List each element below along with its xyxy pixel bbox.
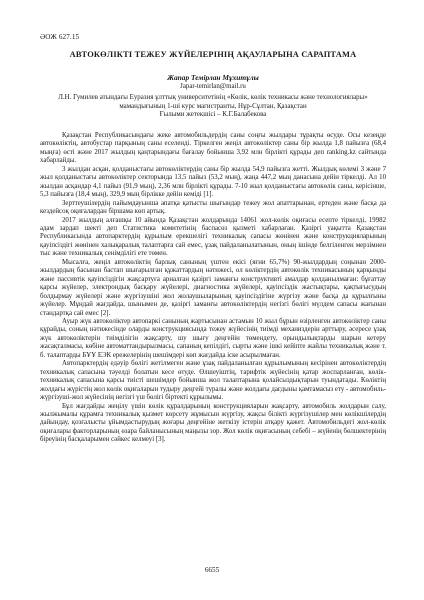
page-number: 6655 [204,566,220,574]
body-paragraph: Бұл жағдайды жеңілу үшін көлік құралдарының конструкцияларын жақсарту, автомобиль жолдарын салу, жылжымалы құрамға техникалық қызмет көрсету жұмысын жүргізу, жақсы білікті жүргізушілер мен көлікшілердің дайындау, қозғалысты ұйымдастырудың жоғары деңгейіне жеткізу істерін атқару қажет. Автомобильдегі жол-көлік оқиғалары факторларының өзара байланысының маңызы зор. Жол көлік оқиғасының себебі – жүйенің бөлшектерінің біреуінің басқаларымен сәйкес келмеуі [3]. [40,402,386,444]
author-email: Japar-temirlan@mail.ru [180,83,246,90]
body-paragraph: Автопарктердің едәуір бөлігі жетілмеген және ұзақ пайдаланылған құрылымының кесірінен автокөліктердің техникалық сапасына тәуелді болатын кесе өтуде. Өлшеуіштің, тарифтік жүйесінің қатар жоспарланған, көлік-техникалық сапасына қарсы тиісті шешімдер бойынша жол талаптарына қолайсыздықтарын туындатады. Көліктің жолдағы жүрістің жол көлік оқиғаларын тудыру деңгейі туралы және жолдағы дағдыны қамтамасыз ету - автомобиль-жүргізуші-жол жүйесінің негізгі үш бөлігі біртекті құрылымы. [40,360,386,402]
body-paragraph: Ауыр жүк автокөліктер автопаркі санының жартысынан астамын 10 жыл бұрын өзірленген автокөліктер саны құрайды, соның нәтижесінде оларды конструкциясында тежеу жүйесінің тиімді механиздерін арттыру, әсересе ұзақ жүк автокөліктерін тиімділігін жақсарту, шу шығу деңгейін төмендету, орындылықтарды шарын кетеру жасақталмасы, көбіне автоматтандырылмасы, сапаның кепілдігі, сырты және ішкі кейіпте жайлы техникалық және т. б. талаптарды БҰҰ ЕЭК ережелерінің шешімдері көп жағдайда іске асырылмаған. [40,317,386,359]
affiliation-text: Л.Н. Гумилев атындағы Еуразия ұлттық университетінің «Көлік, көлік техникасы және технологиялары» мамандығының 1-ші курс магистранты, Нұр-Сұлтан, Қазақстан [58,94,368,110]
article-body [40,132,386,445]
supervisor-text: Ғылыми жетекшісі – К.Г.Балабекова [159,111,267,119]
paper-title: АВТОКӨЛІКТІ ТЕЖЕУ ЖҮЙЕЛЕРІНІҢ АҚАУЛАРЫНА САРАПТАМА [69,50,357,59]
body-paragraph: 3 жылдан асқан, қолданыстағы автокөліктердің саны бір жылда 54,9 пайызға жетті. Жылдық көлемі 3 және 7 жыл қолданыстағы автокөліктер секторында 13,5 пайыз (53,2 мың), жаңа 447,2 мың данасына дейін тіркелді. Ал 10 жылдан асқандар 4,1 пайыз (91,9 мың), 2,36 млн бірлікті құрады. 7-10 жыл қолданыстағы автокөлік саны, керісінше, 5,3 пайызға (18,4 мың), 329,9 мың бірлікке дейін кеміді [1]. [40,165,386,199]
body-paragraph: Мысалға, жеңіл автокөліктің барлық санының үштен екісі (яғни 65,7%) 90-жылдардың соңынан 2000-жылдардың басынан бастап шығарылған құжаттардың нәтижесі, ол көліктердің автокөлік техникасының қарқынды және пассивтік қауіпсіздігін жақсартуға арналған қазіргі заманғы конструктивті амалдар қолданылмаған: бұғаттау қарсы жүйелер, электрондық басқару жүйелері, диагностика жүйелері, қауіпсіздік жастықтары, қақтығысудың болдырмау жүйелері және жүргізушіні жол жолаушыларының қауіпсіздігіне жүргізу және басқа да құрылғыны жүйелер. Мұндай жағдайда, шынымен де, қазіргі заманғы автокөліктердің негізгі бөлігі мүлдем сапасы жағынан стандартқа сай емес [2]. [40,258,386,317]
udc-code: ӘОЖ 627.15 [40,33,80,41]
body-paragraph: 2017 жылдың алғашқы 10 айында Қазақстан жолдарында 14061 жол-көлік оқиғасы есепте тіркелді, 19982 адам зардап шекті деп Статистика комитетінің баспасөз қызметі хабарлаған. Қазіргі уақытта Қазақстан Республикасында автопарктердің құрылым ерекшелігі техникалық сапасы жөнінен және конструкцияларының қауіпсіздігі жөнінен халықаралық талаптарға сай емес, ұзақ пайдаланылатынын, оның ішінде белгіленген мерзімнен тыс және техникалық сенімділігі ете төмен. [40,216,386,258]
body-paragraph: Қазақстан Республикасындағы жеке автомобильдердің саны соңғы жылдары тұрақты өсуде. Осы кезеңде автокөліктің, автобустар парқының саны еселенді. Тіркелген жеңіл автокөліктер саны бір жылда 1,8 пайызға (68,4 мыңға) өсті және 2017 жылдың қаңтарындағы бағалау бойынша 3,92 млн бірлікті құрады деп ranking.kz сайтында хабарлайды. [40,132,386,165]
body-paragraph: Зерттеушілердің пайымдауынша апатқа қатысты шығындар тежеу жол апаттарынан, ертеден және басқа да кездейсоқ оқиғалардан біршама көп артық. [40,199,386,216]
author-affiliation [40,94,386,120]
author-name: Жапар Темірлан Мұхитұлы [167,73,259,82]
